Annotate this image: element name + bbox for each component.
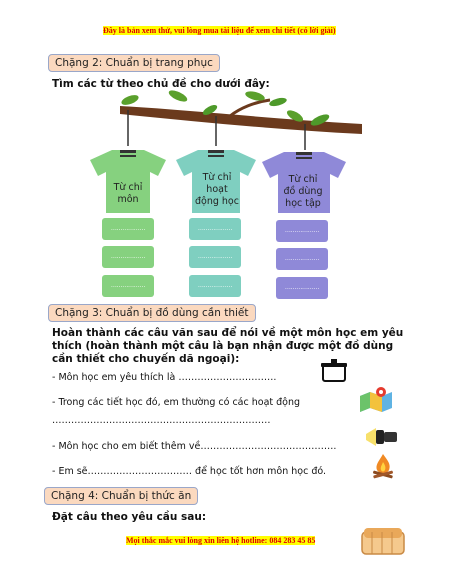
shirt-label-supplies: Từ chỉ đồ dùng học tập [283, 174, 323, 209]
campfire-icon [370, 452, 396, 480]
sentence-line: …………………………………………………………… [52, 415, 271, 426]
answer-box[interactable]: ……………… [102, 246, 154, 268]
answer-box[interactable]: ……………… [189, 246, 241, 268]
answer-box[interactable]: ……………… [276, 248, 328, 270]
answer-box[interactable]: ……………… [102, 218, 154, 240]
section-4-prompt: Đặt câu theo yêu cầu sau: [52, 511, 207, 523]
shirt-label-subjects: Từ chỉ môn [113, 182, 143, 205]
answer-box[interactable]: ……………… [276, 277, 328, 299]
shirt-label-activities: Từ chỉ hoạt động học [195, 172, 239, 207]
section-3-title: Chặng 3: Chuẩn bị đồ dùng cần thiết [48, 304, 256, 322]
section-3-prompt: Hoàn thành các câu văn sau để nói về một môn học em yêu thích (hoàn thành một câu là bạn nhận được một đồ dùng cần thiết cho chuyến dã ngoại): [52, 327, 404, 365]
sentence-line: - Em sẽ…………………………… để học tốt hơn môn học đó. [52, 466, 327, 477]
flashlight-icon [366, 426, 398, 448]
footer-banner: Mọi thắc mắc vui lòng xin liên hệ hotline: 084 283 45 85 [126, 536, 316, 545]
header-banner: Đây là bản xem thử, vui lòng mua tài liệu để xem chi tiết (có lời giải) [103, 26, 336, 35]
answer-box[interactable]: ……………… [276, 220, 328, 242]
bread-icon [360, 526, 406, 556]
section-2-prompt: Tìm các từ theo chủ đề cho dưới đây: [52, 78, 270, 90]
answer-box[interactable]: ……………… [189, 275, 241, 297]
section-4-title: Chặng 4: Chuẩn bị thức ăn [44, 487, 198, 505]
section-2-title: Chặng 2: Chuẩn bị trang phục [48, 54, 220, 72]
sentence-line: - Môn học em yêu thích là …………………………. [52, 372, 277, 383]
sentence-line: - Môn học cho em biết thêm về……………………………………. [52, 441, 337, 452]
map-icon [358, 386, 394, 412]
answer-box[interactable]: ……………… [102, 275, 154, 297]
pot-icon [320, 358, 348, 384]
answer-box[interactable]: ……………… [189, 218, 241, 240]
sentence-line: - Trong các tiết học đó, em thường có các hoạt động [52, 397, 301, 408]
